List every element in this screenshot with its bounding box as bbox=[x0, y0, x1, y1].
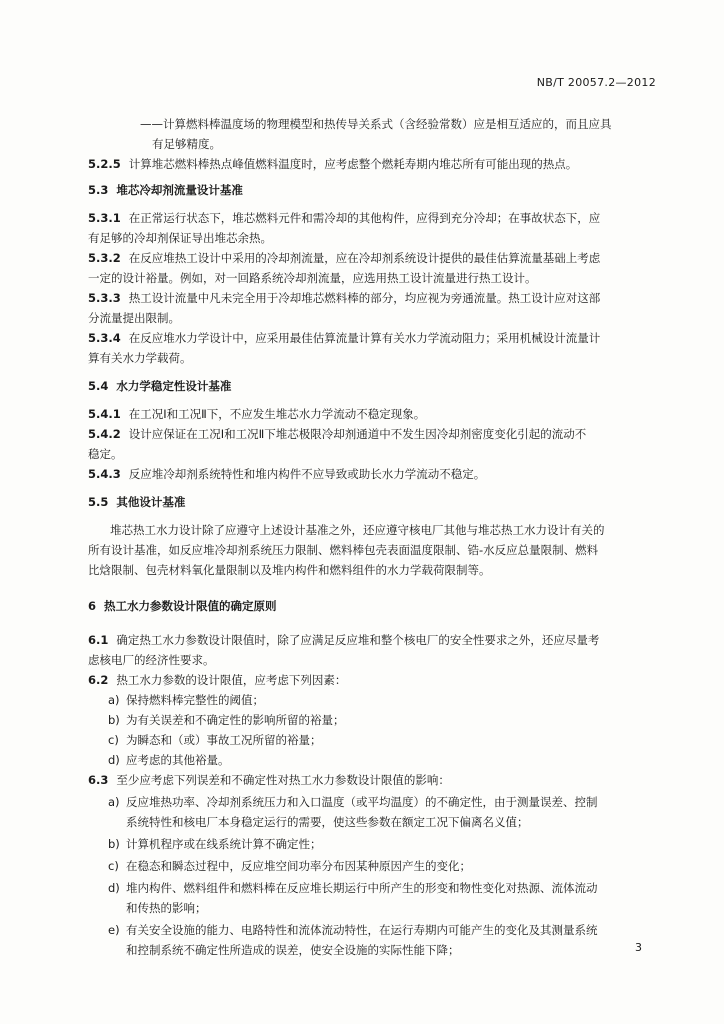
clause-6-1 bbox=[88, 632, 599, 648]
list-item-continuation: 系统特性和核电厂本身稳定运行的需要，使这些参数在额定工况下偏离名义值； bbox=[126, 815, 529, 829]
clause-5-3-3 bbox=[88, 290, 600, 306]
clause-number: 6.2 bbox=[88, 673, 109, 687]
paragraph-line: 堆芯热工水力设计除了应遵守上述设计基准之外，还应遵守核电厂其他与堆芯热工水力设计有关的 bbox=[110, 523, 605, 537]
list-label: c) bbox=[108, 859, 119, 873]
paragraph-line: 所有设计基准，如反应堆冷却剂系统压力限制、燃料棒包壳表面温度限制、锆-水反应总量限制、燃料 bbox=[88, 543, 599, 557]
clause-number: 6.1 bbox=[88, 633, 109, 647]
clause-5-4-1 bbox=[88, 406, 425, 422]
clause-text: 至少应考虑下列误差和不确定性对热工水力参数设计限值的影响： bbox=[116, 773, 450, 787]
clause-text: 在反应堆热工设计中采用的冷却剂流量，应在冷却剂系统设计提供的最佳估算流量基础上考虑 bbox=[128, 251, 601, 265]
section-6-heading bbox=[88, 598, 277, 614]
section-title: 水力学稳定性设计基准 bbox=[116, 379, 232, 393]
list-label: d) bbox=[108, 881, 120, 895]
clause-number: 5.3.3 bbox=[88, 291, 121, 305]
list-item: 有关安全设施的能力、电路特性和流体流动特性，在运行寿期内可能产生的变化及其测量系统 bbox=[126, 923, 598, 937]
clause-text: 热工设计流量中凡未完全用于冷却堆芯燃料棒的部分，均应视为旁通流量。热工设计应对这部 bbox=[128, 291, 601, 305]
clause-5-3-1 bbox=[88, 210, 600, 226]
list-label: a) bbox=[108, 795, 120, 809]
clause-number: 5.4.3 bbox=[88, 467, 121, 481]
list-item: 计算机程序或在线系统计算不确定性； bbox=[126, 837, 322, 851]
text-line: 有足够的冷却剂保证导出堆芯余热。 bbox=[88, 231, 272, 245]
clause-number: 5.4.2 bbox=[88, 427, 121, 441]
list-label: b) bbox=[108, 837, 120, 851]
section-number: 5.4 bbox=[88, 379, 109, 393]
clause-text: 在正常运行状态下，堆芯燃料元件和需冷却的其他构件，应得到充分冷却；在事故状态下，应 bbox=[128, 211, 601, 225]
clause-number: 5.3.1 bbox=[88, 211, 121, 225]
text-line: 虑核电厂的经济性要求。 bbox=[88, 653, 215, 667]
list-item: 为有关误差和不确定性的影响所留的裕量； bbox=[126, 713, 345, 727]
clause-5-3-2 bbox=[88, 250, 600, 266]
section-number: 6 bbox=[88, 599, 97, 613]
list-item: 为瞬态和（或）事故工况所留的裕量； bbox=[126, 733, 322, 747]
text-line: 一定的设计裕量。例如，对一回路系统冷却剂流量，应选用热工设计流量进行热工设计。 bbox=[88, 271, 537, 285]
clause-text: 设计应保证在工况Ⅰ和工况Ⅱ下堆芯极限冷却剂通道中不发生因冷却剂密度变化引起的流动不 bbox=[128, 427, 587, 441]
list-label: e) bbox=[108, 923, 120, 937]
section-title: 其他设计基准 bbox=[116, 495, 186, 509]
paragraph-line: 比焓限制、包壳材料氧化量限制以及堆内构件和燃料组件的水力学载荷限制等。 bbox=[88, 563, 491, 577]
list-label: c) bbox=[108, 733, 119, 747]
clause-text: 计算堆芯燃料棒热点峰值燃料温度时，应考虑整个燃耗寿期内堆芯所有可能出现的热点。 bbox=[128, 157, 578, 171]
list-item: 应考虑的其他裕量。 bbox=[126, 753, 230, 767]
list-item: 反应堆热功率、冷却剂系统压力和入口温度（或平均温度）的不确定性，由于测量误差、控制 bbox=[126, 795, 598, 809]
clause-text: 反应堆冷却剂系统特性和堆内构件不应导致或助长水力学流动不稳定。 bbox=[128, 467, 486, 481]
clause-text: 确定热工水力参数设计限值时，除了应满足反应堆和整个核电厂的安全性要求之外，还应尽量考 bbox=[116, 633, 600, 647]
page-number: 3 bbox=[635, 941, 642, 954]
list-item: 在稳态和瞬态过程中，反应堆空间功率分布因某种原因产生的变化； bbox=[126, 859, 471, 873]
list-label: d) bbox=[108, 753, 120, 767]
list-label: a) bbox=[108, 693, 120, 707]
list-item: 保持燃料棒完整性的阈值； bbox=[126, 693, 264, 707]
text-line: 稳定。 bbox=[88, 447, 123, 461]
text-line: 有足够精度。 bbox=[152, 137, 221, 151]
section-title: 热工水力参数设计限值的确定原则 bbox=[104, 599, 277, 613]
clause-number: 6.3 bbox=[88, 773, 109, 787]
section-number: 5.5 bbox=[88, 495, 109, 509]
section-5-3-heading bbox=[88, 182, 243, 198]
text-line: 算有关水力学载荷。 bbox=[88, 351, 192, 365]
section-title: 堆芯冷却剂流量设计基准 bbox=[116, 183, 243, 197]
text-line: 分流量提出限制。 bbox=[88, 311, 180, 325]
clause-number: 5.2.5 bbox=[88, 157, 121, 171]
standard-number: NB/T 20057.2—2012 bbox=[536, 76, 656, 89]
clause-6-2 bbox=[88, 672, 346, 688]
section-5-4-heading bbox=[88, 378, 231, 394]
list-item-continuation: 和控制系统不确定性所造成的误差，使安全设施的实际性能下降； bbox=[126, 943, 460, 957]
clause-number: 5.4.1 bbox=[88, 407, 121, 421]
clause-5-2-5 bbox=[88, 156, 577, 172]
clause-number: 5.3.4 bbox=[88, 331, 121, 345]
clause-5-4-2 bbox=[88, 426, 586, 442]
list-item-continuation: 和传热的影响； bbox=[126, 901, 207, 915]
clause-number: 5.3.2 bbox=[88, 251, 121, 265]
section-number: 5.3 bbox=[88, 183, 109, 197]
list-label: b) bbox=[108, 713, 120, 727]
list-item: 堆内构件、燃料组件和燃料棒在反应堆长期运行中所产生的形变和物性变化对热源、流体流动 bbox=[126, 881, 598, 895]
clause-text: 在工况Ⅰ和工况Ⅱ下，不应发生堆芯水力学流动不稳定现象。 bbox=[128, 407, 426, 421]
text-line: ——计算燃料棒温度场的物理模型和热传导关系式（含经验常数）应是相互适应的，而且应具 bbox=[140, 117, 612, 131]
clause-5-4-3 bbox=[88, 466, 485, 482]
clause-6-3 bbox=[88, 772, 450, 788]
clause-5-3-4 bbox=[88, 330, 600, 346]
section-5-5-heading bbox=[88, 494, 185, 510]
clause-text: 热工水力参数的设计限值，应考虑下列因素： bbox=[116, 673, 347, 687]
clause-text: 在反应堆水力学设计中，应采用最佳估算流量计算有关水力学流动阻力；采用机械设计流量计 bbox=[128, 331, 601, 345]
